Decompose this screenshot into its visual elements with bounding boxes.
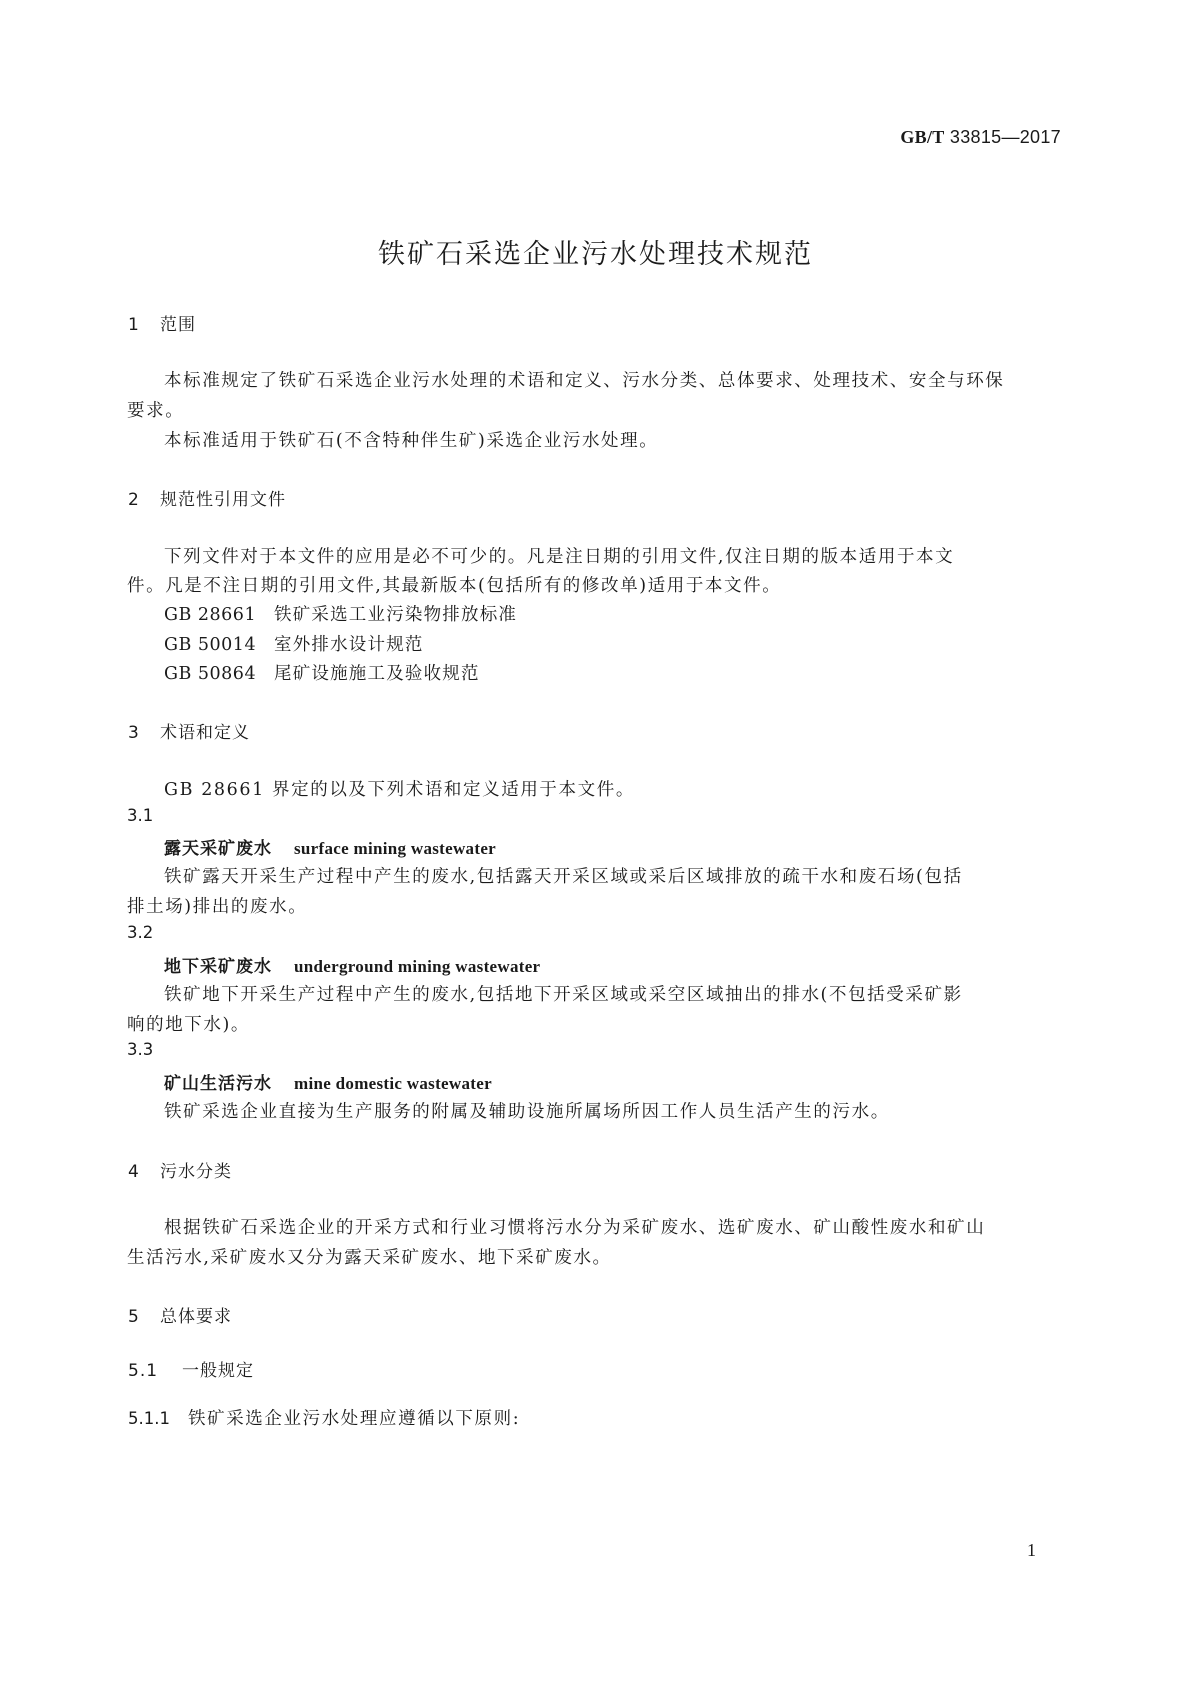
- section-number: 3: [128, 723, 140, 743]
- term-en: surface mining wastewater: [294, 839, 497, 858]
- reference-item: [164, 601, 517, 626]
- section-1-para-2: 本标准适用于铁矿石(不含特种伴生矿)采选企业污水处理。: [164, 431, 659, 451]
- section-1-heading: [128, 310, 196, 335]
- standard-code: GB/T: [900, 127, 945, 147]
- term-definition-line-2: 排土场)排出的废水。: [127, 897, 308, 917]
- section-number: 1: [128, 315, 140, 335]
- term-en: mine domestic wastewater: [294, 1074, 492, 1093]
- reference-name: 铁矿采选工业污染物排放标准: [274, 605, 518, 625]
- section-number: 4: [128, 1162, 140, 1182]
- section-4-heading: [128, 1157, 232, 1182]
- clause-text: 铁矿采选企业污水处理应遵循以下原则:: [188, 1409, 521, 1429]
- term-number: 3.3: [127, 1040, 154, 1059]
- section-1-para-1-line-2: 要求。: [127, 401, 185, 421]
- section-title: 污水分类: [160, 1162, 232, 1182]
- section-number: 5: [128, 1307, 140, 1327]
- clause-5-1-1: [128, 1405, 520, 1430]
- section-title: 范围: [160, 315, 196, 335]
- reference-name: 尾矿设施施工及验收规范: [274, 664, 480, 684]
- clause-number: 5.1.1: [128, 1409, 170, 1428]
- section-title: 术语和定义: [160, 723, 250, 743]
- section-2-para-line-1: 下列文件对于本文件的应用是必不可少的。凡是注日期的引用文件,仅注日期的版本适用于本文: [164, 547, 955, 567]
- reference-item: [164, 660, 480, 685]
- section-title: 规范性引用文件: [160, 490, 286, 510]
- standard-year-number: 33815—2017: [949, 127, 1061, 147]
- section-3-heading: [128, 718, 250, 743]
- section-2-heading: [128, 485, 286, 510]
- reference-name: 室外排水设计规范: [274, 635, 424, 655]
- section-3-intro: GB 28661 界定的以及下列术语和定义适用于本文件。: [164, 780, 635, 800]
- standard-number: [900, 127, 1061, 148]
- reference-code: GB 28661: [164, 605, 257, 625]
- term-zh: 地下采矿废水: [164, 957, 272, 977]
- reference-item: [164, 631, 424, 656]
- section-number: 2: [128, 490, 140, 510]
- term-heading: [164, 1069, 492, 1094]
- term-definition-line-1: 铁矿露天开采生产过程中产生的废水,包括露天开采区域或采后区域排放的疏干水和废石场(包括: [164, 867, 963, 887]
- document-title: 铁矿石采选企业污水处理技术规范: [378, 239, 813, 270]
- section-2-para-line-2: 件。凡是不注日期的引用文件,其最新版本(包括所有的修改单)适用于本文件。: [127, 576, 782, 596]
- term-en: underground mining wastewater: [294, 957, 541, 976]
- section-5-heading: [128, 1302, 232, 1327]
- subsection-5-1-heading: [128, 1356, 254, 1381]
- term-number: 3.1: [127, 806, 154, 825]
- term-definition-line-2: 响的地下水)。: [127, 1015, 251, 1035]
- subsection-title: 一般规定: [182, 1361, 254, 1381]
- term-number: 3.2: [127, 923, 154, 942]
- term-definition-line-1: 铁矿采选企业直接为生产服务的附属及辅助设施所属场所因工作人员生活产生的污水。: [164, 1102, 890, 1122]
- term-zh: 露天采矿废水: [164, 839, 272, 859]
- term-heading: [164, 952, 540, 977]
- reference-code: GB 50864: [164, 664, 257, 684]
- section-4-para-line-2: 生活污水,采矿废水又分为露天采矿废水、地下采矿废水。: [127, 1248, 612, 1268]
- term-heading: [164, 834, 496, 859]
- section-1-para-1-line-1: 本标准规定了铁矿石采选企业污水处理的术语和定义、污水分类、总体要求、处理技术、安全与环保: [164, 371, 1005, 391]
- section-4-para-line-1: 根据铁矿石采选企业的开采方式和行业习惯将污水分为采矿废水、选矿废水、矿山酸性废水和矿山: [164, 1218, 986, 1238]
- section-title: 总体要求: [160, 1307, 232, 1327]
- page-number: 1: [1027, 1540, 1036, 1560]
- term-definition-line-1: 铁矿地下开采生产过程中产生的废水,包括地下开采区域或采空区域抽出的排水(不包括受采矿影: [164, 985, 963, 1005]
- reference-code: GB 50014: [164, 635, 257, 655]
- term-zh: 矿山生活污水: [164, 1074, 272, 1094]
- subsection-number: 5.1: [128, 1361, 159, 1381]
